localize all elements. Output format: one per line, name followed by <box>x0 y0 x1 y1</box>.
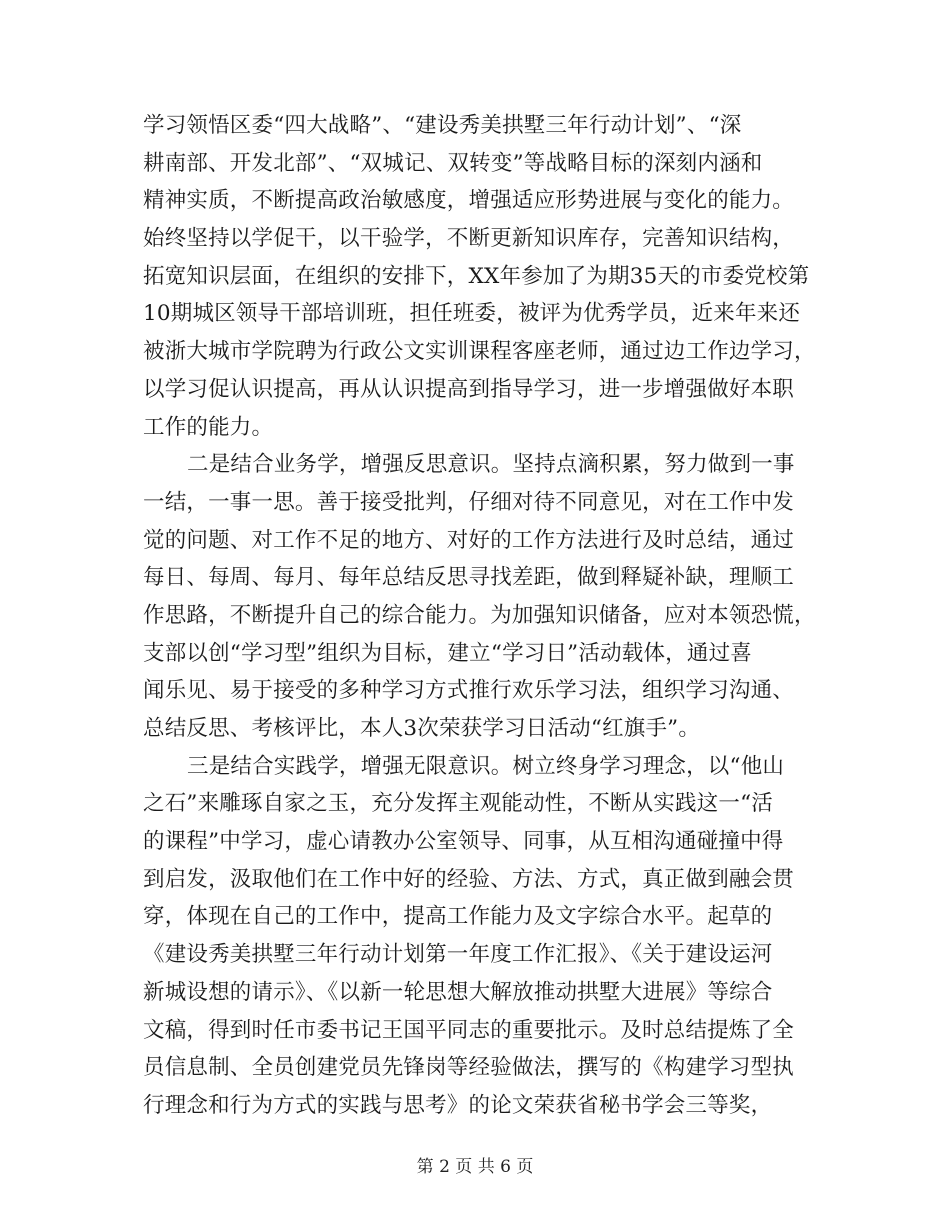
text-line: 精神实质，不断提高政治敏感度，增强适应形势进展与变化的能力。 <box>143 188 795 214</box>
text-line: 工作的能力。 <box>143 414 274 440</box>
text-line: 觉的问题、对工作不足的地方、对好的工作方法进行及时总结，通过 <box>143 527 795 553</box>
text-line: 员信息制、全员创建党员先锋岗等经验做法，撰写的《构建学习型执 <box>143 1055 795 1081</box>
text-line: 文稿，得到时任市委书记王国平同志的重要批示。及时总结提炼了全 <box>143 1017 795 1043</box>
text-line: 学习领悟区委“四大战略”、“建设秀美拱墅三年行动计划”、“深 <box>143 113 742 138</box>
text-line: 以学习促认识提高，再从认识提高到指导学习，进一步增强做好本职 <box>143 376 795 402</box>
text-line: 《建设秀美拱墅三年行动计划第一年度工作汇报》、《关于建设运河 <box>143 942 773 968</box>
body-text <box>143 107 816 1125</box>
text-line: 行理念和行为方式的实践与思考》的论文荣获省秘书学会三等奖， <box>143 1092 773 1118</box>
paragraph-start-line: 三是结合实践学，增强无限意识。树立终身学习理念，以“他山 <box>187 753 785 779</box>
text-line: 到启发，汲取他们在工作中好的经验、方法、方式，真正做到融会贯 <box>143 866 795 892</box>
text-line: 始终坚持以学促干，以干验学，不断更新知识库存，完善知识结构， <box>143 226 795 252</box>
page-number-footer: 第 2 页 共 6 页 <box>416 1157 534 1177</box>
text-line: 穿，体现在自己的工作中，提高工作能力及文字综合水平。起草的 <box>143 904 773 930</box>
text-line: 闻乐见、易于接受的多种学习方式推行欢乐学习法，组织学习沟通、 <box>143 678 795 704</box>
paragraph-start-line: 二是结合业务学，增强反思意识。坚持点滴积累，努力做到一事 <box>187 452 795 478</box>
text-line: 作思路，不断提升自己的综合能力。为加强知识储备，应对本领恐慌， <box>143 602 816 628</box>
text-line: 被浙大城市学院聘为行政公文实训课程客座老师，通过边工作边学习， <box>143 339 816 365</box>
text-line: 耕南部、开发北部”、“双城记、双转变”等战略目标的深刻内涵和 <box>143 150 763 176</box>
text-line: 一结，一事一思。善于接受批判，仔细对待不同意见，对在工作中发 <box>143 489 795 515</box>
text-line: 10期城区领导干部培训班，担任班委，被评为优秀学员，近来年来还 <box>143 301 801 327</box>
text-line: 总结反思、考核评比，本人3次荣获学习日活动“红旗手”。 <box>143 716 701 741</box>
text-line: 支部以创“学习型”组织为目标，建立“学习日”活动载体，通过喜 <box>143 640 752 666</box>
text-line: 之石”来雕琢自家之玉，充分发挥主观能动性，不断从实践这一“活 <box>143 791 773 817</box>
text-line: 拓宽知识层面，在组织的安排下，XX年参加了为期35天的市委党校第 <box>143 263 810 289</box>
text-line: 每日、每周、每月、每年总结反思寻找差距，做到释疑补缺，理顺工 <box>143 565 795 591</box>
text-line: 的课程”中学习，虚心请教办公室领导、同事，从互相沟通碰撞中得 <box>143 829 784 855</box>
text-line: 新城设想的请示》、《以新一轮思想大解放推动拱墅大进展》等综合 <box>143 979 773 1005</box>
